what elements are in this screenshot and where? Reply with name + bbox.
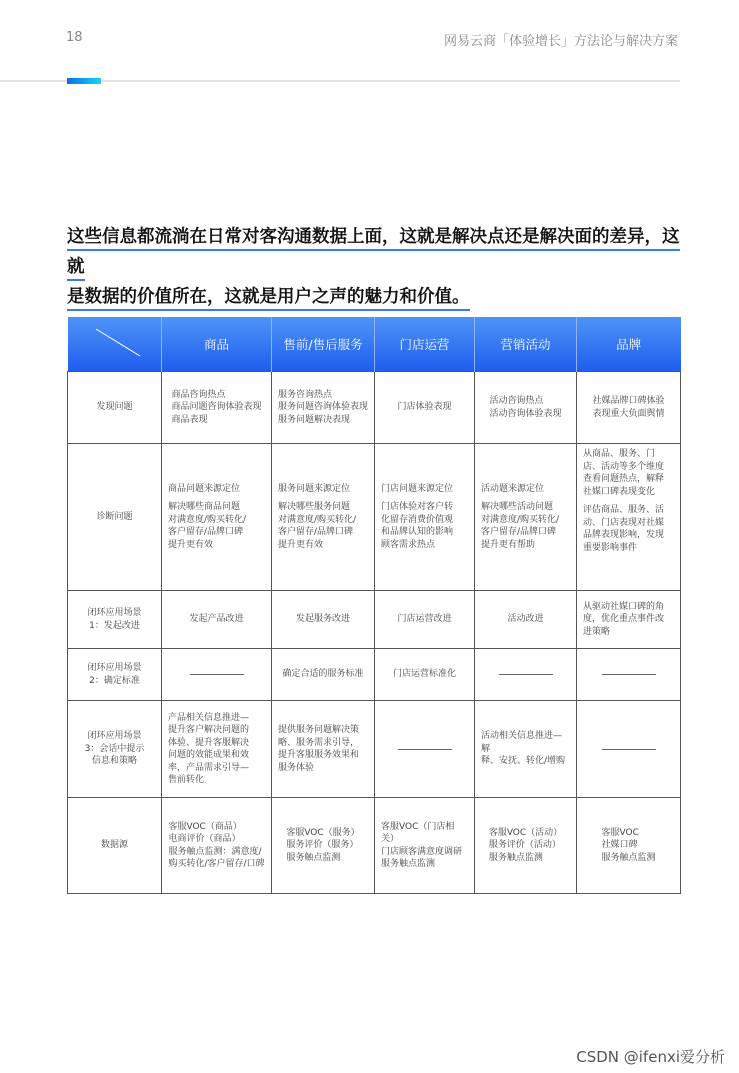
table-cell [475,591,577,649]
table-cell [475,798,577,894]
row-label: 闭环应用场景 1：发起改进 [68,591,162,649]
row-label: 闭环应用场景 2：确定标准 [68,649,162,701]
table-row [68,701,681,798]
table-cell [272,798,375,894]
table-row [68,372,681,444]
table-cell [272,701,375,798]
cell-text: 客服VOC（活动） 服务评价（活动） 服务触点监测 [488,827,563,863]
cell-paragraph: 解决哪些服务问题 对满意度/购买转化/ 客户留存/品牌口碑 提升更有效 [278,502,357,550]
lead-line-1: 这些信息都流淌在日常对客沟通数据上面，这就是解决点还是解决面的差异，这就 [67,227,680,281]
empty-dash [190,674,244,675]
column-header: 门店运营 [375,317,475,372]
column-header: 售前/售后服务 [272,317,375,372]
cell-paragraph: 门店体验对客户转 化留存消费价值观 和品牌认知的影响 顾客需求热点 [381,502,454,550]
table-cell [475,444,577,591]
table-cell [475,701,577,798]
header-accent-bar [67,78,101,84]
empty-dash [602,674,656,675]
cell-text: 从驱动社媒口碑的角 度，优化重点事件改 进策略 [583,601,665,637]
header-title: 网易云商「体验增长」方法论与解决方案 [443,34,678,49]
cell-paragraph: 服务问题来源定位 [278,483,351,494]
diagonal-line [68,317,162,371]
table-row [68,649,681,701]
table-cell [272,372,375,444]
table-cell [272,649,375,701]
table-cell [475,372,577,444]
table-cell [577,372,681,444]
cell-text: 社媒品牌口碑体验 表现重大负面舆情 [592,396,665,419]
cell-text: 发起服务改进 [295,614,350,625]
table-cell [577,649,681,701]
cell-text: 门店体验表现 [397,402,452,413]
cell-text: 门店运营改进 [397,614,452,625]
cell-text: 客服VOC 社媒口碑 服务触点监测 [601,827,656,863]
row-label: 闭环应用场景 3：会话中提示 信息和策略 [68,701,162,798]
voc-matrix-table [67,317,681,894]
table-cell [375,649,475,701]
cell-paragraph: 解决哪些活动问题 对满意度/购买转化/ 客户留存/品牌口碑 提升更有帮助 [481,502,560,550]
table-cell [577,444,681,591]
empty-dash [398,749,452,750]
table-row [68,444,681,591]
lead-paragraph [67,222,682,312]
row-label: 数据源 [68,798,162,894]
table-cell [162,649,272,701]
cell-paragraph: 商品问题来源定位 [168,483,241,494]
cell-text: 活动相关信息推进—解 释、安抚、转化/增购 [481,731,566,767]
table-cell [272,444,375,591]
empty-dash [602,749,656,750]
table-cell [577,798,681,894]
cell-text: 服务咨询热点 服务问题咨询体验表现 服务问题解决表现 [278,389,369,425]
table-cell [162,444,272,591]
table-row [68,798,681,894]
empty-dash [499,674,553,675]
header-rule [0,80,680,82]
lead-line-2: 是数据的价值所在，这就是用户之声的魅力和价值。 [67,287,470,311]
cell-text: 商品咨询热点 商品问题咨询体验表现 商品表现 [171,389,262,425]
table-row [68,591,681,649]
cell-paragraph: 活动题来源定位 [481,483,545,494]
column-header: 品牌 [577,317,681,372]
cell-text: 活动改进 [507,614,544,625]
cell-text: 客服VOC（商品） 电商评价（商品） 服务触点监测：满意度/ 购买转化/客户留存/口碑 [168,821,265,869]
table-cell [375,701,475,798]
table-cell [475,649,577,701]
row-label: 发现问题 [68,372,162,444]
cell-text: 提供服务问题解决策 略、服务需求引导， 提升客服服务效果和 服务体验 [278,725,360,773]
cell-paragraph: 解决哪些商品问题 对满意度/购买转化/ 客户留存/品牌口碑 提升更有效 [168,502,247,550]
cell-paragraph: 门店问题来源定位 [381,483,454,494]
table-cell [272,591,375,649]
watermark: CSDN @ifenxi爱分析 [576,1048,725,1066]
cell-text: 发起产品改进 [189,614,244,625]
cell-text: 客服VOC（服务） 服务评价（服务） 服务触点监测 [286,827,360,863]
row-label: 诊断问题 [68,444,162,591]
table-cell [577,701,681,798]
cell-text: 门店运营标准化 [392,669,456,680]
column-header: 营销活动 [475,317,577,372]
table-cell [162,701,272,798]
cell-text: 产品相关信息推进— 提升客户解决问题的 体验、提升客服解决 问题的效能成果和效 率，产品需求引导— 售前转化 [168,712,250,785]
table-cell [375,798,475,894]
table-cell [162,372,272,444]
table-cell [375,591,475,649]
table-cell [375,444,475,591]
cell-text: 客服VOC（门店相关） 门店顾客满意度调研 服务触点监测 [381,821,463,869]
page-number: 18 [66,30,83,45]
cell-text: 确定合适的服务标准 [282,669,364,680]
cell-text: 活动咨询热点 活动咨询体验表现 [489,396,562,419]
table-cell [375,372,475,444]
cell-paragraph: 从商品、服务、门 店、活动等多个维度 查看问题热点，解释 社媒口碑表现变化 [583,449,665,497]
table-cell [162,591,272,649]
table-cell [577,591,681,649]
column-header: 商品 [162,317,272,372]
table-cell [162,798,272,894]
cell-paragraph: 评估商品、服务、活 动、门店表现对社媒 品牌表现影响，发现 重要影响事件 [583,505,665,553]
corner-header [68,317,162,372]
